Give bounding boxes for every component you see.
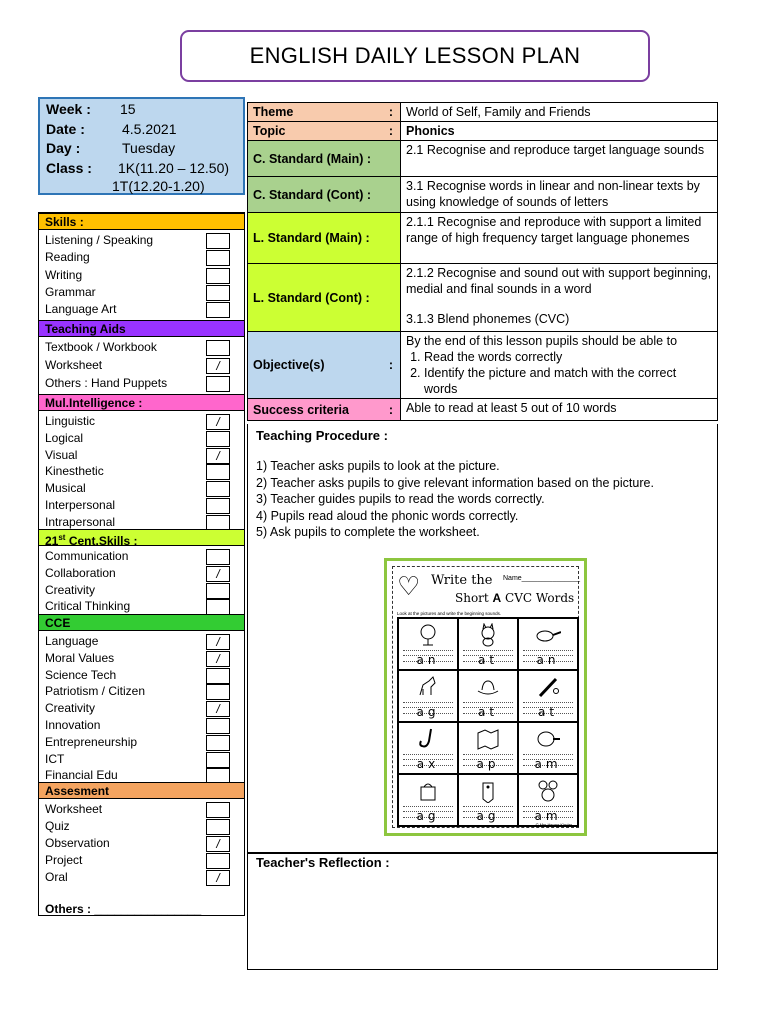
cat-icon (475, 623, 501, 647)
worksheet-word: ag (416, 705, 440, 719)
class-value-2: 1T(12.20-1.20) (112, 178, 205, 194)
worksheet-word: ag (416, 809, 440, 823)
checklist-checkbox[interactable]: / (206, 448, 230, 464)
checklist-item-label: Moral Values (45, 650, 115, 665)
worksheet-border (392, 566, 579, 828)
success-row (248, 399, 718, 421)
checklist-item-label: Communication (45, 549, 129, 563)
cs-cont-label: C. Standard (Cont) : (248, 177, 401, 213)
teacher-reflection-title: Teacher's Reflection : (256, 855, 390, 870)
cs-main-value: 2.1 Recognise and reproduce target language sounds (401, 141, 718, 177)
bat-icon (535, 675, 561, 699)
topic-row (248, 122, 718, 141)
success-value: Able to read at least 5 out of 10 words (401, 399, 718, 421)
checklist-item-label: Interpersonal (45, 498, 116, 512)
week-label: Week : (46, 101, 91, 117)
checklist-checkbox[interactable]: / (206, 414, 230, 430)
checklist-checkbox[interactable] (206, 376, 230, 392)
objective-label-cell (248, 332, 401, 399)
worksheet-word: ax (416, 757, 440, 771)
worksheet-word: at (477, 653, 499, 667)
section-header-mul-intelligence: Mul.Intelligence : (39, 394, 244, 411)
writing-line (463, 650, 513, 651)
checklist-item-label: Science Tech (45, 667, 117, 682)
day-row (46, 138, 176, 158)
checklist-item-label: Entrepreneurship (45, 734, 138, 749)
worksheet-title-1: Write the (431, 573, 493, 588)
teacher-reflection-box (247, 852, 718, 970)
worksheet-word: an (416, 653, 440, 667)
checklist-checkbox[interactable]: / (206, 634, 230, 650)
checklist-item-label: Logical (45, 430, 84, 445)
checklist-checkbox[interactable] (206, 718, 230, 734)
worksheet-cell (398, 774, 458, 826)
checklist-item-label: Intrapersonal (45, 514, 116, 529)
writing-line (403, 650, 453, 651)
class-value-1: 1K(11.20 – 12.50) (118, 160, 230, 176)
worksheet-word: at (537, 705, 559, 719)
checklist-item-label: Textbook / Workbook (45, 340, 157, 354)
checklist-checkbox[interactable] (206, 668, 230, 684)
cs-main-label: C. Standard (Main) : (248, 141, 401, 177)
worksheet-cell (458, 774, 518, 826)
checklist-item-label: Creativity (45, 701, 96, 716)
checklist-checkbox[interactable] (206, 268, 230, 284)
checklist-item-label: Patriotism / Citizen (45, 684, 146, 699)
checklist-item-label: Language (45, 634, 99, 648)
worksheet-cell (398, 670, 458, 722)
teaching-procedure-steps (256, 458, 654, 541)
writing-line (463, 754, 513, 755)
checklist-item-label: Worksheet (45, 358, 103, 372)
checklist-item-label: Writing (45, 267, 83, 282)
date-label: Date : (46, 121, 85, 137)
ls-main-label: L. Standard (Main) : (248, 213, 401, 264)
lesson-details-table (247, 102, 718, 421)
theme-label-cell (248, 103, 401, 122)
heart-icon: ♡ (397, 571, 421, 601)
section-header-cce: CCE (39, 614, 244, 631)
worksheet-cell (518, 670, 578, 722)
ram-icon (535, 779, 561, 803)
colon: : (388, 358, 393, 372)
checklist-checkbox[interactable] (206, 819, 230, 835)
worksheet-cell (518, 774, 578, 826)
hat-icon (475, 675, 501, 699)
checklist-item-label: Language Art (45, 302, 117, 317)
checklist-item-label: Grammar (45, 284, 96, 299)
section-header-skills: Skills : (39, 213, 244, 230)
objective-row (248, 332, 718, 399)
checklist-checkbox[interactable] (206, 752, 230, 768)
colon: : (388, 124, 393, 138)
objective-item: 1. Read the words correctly (424, 349, 712, 365)
procedure-step: 5) Ask pupils to complete the worksheet. (256, 525, 480, 539)
worksheet-cell (458, 722, 518, 774)
checklist-checkbox[interactable] (206, 431, 230, 447)
others-blank-line[interactable]: ________________ (94, 902, 202, 916)
worksheet-word: an (536, 653, 560, 667)
ls-cont-value (401, 264, 718, 332)
success-label-cell (248, 399, 401, 421)
fan-icon (415, 623, 441, 647)
worksheet-word: am (534, 809, 562, 823)
procedure-step: 3) Teacher guides pupils to read the words correctly. (256, 492, 545, 506)
writing-line (523, 650, 573, 651)
worksheet-word: am (534, 757, 562, 771)
worksheet-footer: © Mrs Heung Kinder (535, 822, 572, 827)
checklist-item-label: ICT (45, 751, 65, 766)
checklist-checkbox[interactable]: / (206, 870, 230, 886)
checklist-item-label: Observation (45, 836, 110, 850)
ls-main-value: 2.1.1 Recognise and reproduce with support a limited range of high frequency target language phonemes (401, 213, 718, 264)
worksheet-title-2 (455, 591, 574, 605)
cs-main-row (248, 141, 718, 177)
date-row (46, 119, 177, 139)
worksheet-word: ag (476, 809, 500, 823)
writing-line (523, 702, 573, 703)
teaching-procedure-title: Teaching Procedure : (256, 428, 388, 443)
day-value: Tuesday (122, 140, 176, 156)
checklist-checkbox[interactable]: / (206, 358, 230, 374)
worksheet-cell (518, 722, 578, 774)
checklist-item-label: Worksheet (45, 802, 103, 816)
bag-icon (415, 779, 441, 803)
week-value: 15 (120, 101, 136, 117)
objective-list (406, 349, 712, 397)
worksheet-cell (398, 618, 458, 670)
objective-item: 2. Identify the picture and match with the correct words (424, 365, 712, 397)
checklist-item-label: Innovation (45, 718, 101, 732)
procedure-step: 2) Teacher asks pupils to give relevant information based on the picture. (256, 475, 654, 490)
ls-cont-value-2: 3.1.3 Blend phonemes (CVC) (406, 312, 570, 326)
date-value: 4.5.2021 (122, 121, 177, 137)
checklist-checkbox[interactable] (206, 302, 230, 318)
checklist-checkbox[interactable] (206, 802, 230, 818)
procedure-step: 1) Teacher asks pupils to look at the picture. (256, 459, 500, 473)
worksheet-title-2-letter: A (492, 591, 502, 605)
checklist-checkbox[interactable] (206, 549, 230, 565)
checklist-item-label: Project (45, 853, 83, 867)
writing-line (523, 754, 573, 755)
checklist-item-label: Financial Edu (45, 768, 118, 783)
checklist-panel (38, 212, 245, 916)
theme-row (248, 103, 718, 122)
topic-label-cell (248, 122, 401, 141)
checklist-item-label: Kinesthetic (45, 464, 104, 479)
writing-line (403, 754, 453, 755)
cs-cont-row (248, 177, 718, 213)
ham-icon (535, 727, 561, 751)
worksheet-word: ap (476, 757, 500, 771)
theme-value: World of Self, Family and Friends (401, 103, 718, 122)
writing-line (463, 702, 513, 703)
checklist-checkbox[interactable] (206, 599, 230, 615)
section-header-teaching-aids: Teaching Aids (39, 320, 244, 337)
checklist-item-label: Oral (45, 870, 68, 884)
worksheet-title-2-post: CVC Words (501, 591, 575, 605)
worksheet-header (393, 567, 580, 611)
checklist-checkbox[interactable] (206, 853, 230, 869)
pan-icon (535, 623, 561, 647)
nag-icon (415, 675, 441, 699)
checklist-checkbox[interactable]: / (206, 836, 230, 852)
success-label: Success criteria (253, 402, 349, 417)
procedure-step: 4) Pupils read aloud the phonic words correctly. (256, 508, 519, 523)
writing-line (523, 806, 573, 807)
checklist-item-label: Linguistic (45, 414, 96, 428)
tag-icon (475, 779, 501, 803)
worksheet-word: at (477, 705, 499, 719)
section-header-assessment: Assesment (39, 782, 244, 799)
lesson-info-box (38, 97, 245, 195)
worksheet-grid (397, 617, 579, 827)
checklist-item-label: Collaboration (45, 565, 116, 580)
class-label: Class : (46, 160, 92, 176)
section-header-cent-skills: 21st Cent.Skills : (39, 529, 244, 546)
ls-cont-value-1: 2.1.2 Recognise and sound out with support beginning, medial and final sounds in a word (406, 266, 712, 296)
checklist-checkbox[interactable]: / (206, 651, 230, 667)
worksheet-cell (458, 618, 518, 670)
checklist-checkbox[interactable] (206, 233, 230, 249)
week-row (46, 99, 136, 119)
colon: : (388, 402, 393, 417)
ls-cont-label: L. Standard (Cont) : (248, 264, 401, 332)
checklist-checkbox[interactable] (206, 285, 230, 301)
checklist-checkbox[interactable] (206, 481, 230, 497)
class-row (46, 158, 230, 178)
cs-cont-value: 3.1 Recognise words in linear and non-linear texts by using knowledge of sounds of letters (401, 177, 718, 213)
checklist-checkbox[interactable] (206, 464, 230, 480)
checklist-item-label: Critical Thinking (45, 599, 131, 614)
checklist-checkbox[interactable]: / (206, 566, 230, 582)
writing-line (463, 806, 513, 807)
worksheet-cell (518, 618, 578, 670)
colon: : (388, 105, 393, 119)
objective-value (401, 332, 718, 399)
checklist-checkbox[interactable] (206, 340, 230, 356)
checklist-item-label: Listening / Speaking (45, 233, 154, 247)
topic-label: Topic (253, 124, 286, 138)
checklist-checkbox[interactable] (206, 250, 230, 266)
worksheet-instructions: Look at the pictures and write the beginning sounds. (397, 611, 502, 616)
checklist-checkbox[interactable] (206, 735, 230, 751)
ls-cont-row (248, 264, 718, 332)
worksheet-cell (458, 670, 518, 722)
ls-main-row (248, 213, 718, 264)
day-label: Day : (46, 140, 81, 156)
checklist-item-label: Others : Hand Puppets (45, 376, 168, 390)
topic-value: Phonics (401, 122, 718, 141)
checklist-item-label: Musical (45, 481, 86, 496)
writing-line (403, 702, 453, 703)
checklist-checkbox[interactable] (206, 498, 230, 514)
writing-line (403, 806, 453, 807)
worksheet-image (384, 558, 587, 836)
checklist-checkbox[interactable] (206, 684, 230, 700)
checklist-item-label: Quiz (45, 819, 70, 833)
checklist-item-label: Reading (45, 250, 90, 265)
sax-icon (415, 727, 441, 751)
page-title: ENGLISH DAILY LESSON PLAN (180, 30, 650, 82)
theme-label: Theme (253, 105, 294, 119)
map-icon (475, 727, 501, 751)
worksheet-name-field: Name_______________ (503, 575, 581, 582)
checklist-item-label: Creativity (45, 582, 96, 597)
others-field: Others : ________________ (45, 902, 202, 916)
checklist-checkbox[interactable] (206, 583, 230, 599)
objective-intro: By the end of this lesson pupils should be able to (406, 334, 678, 348)
checklist-checkbox[interactable]: / (206, 701, 230, 717)
worksheet-title-2-pre: Short (455, 591, 493, 605)
worksheet-cell (398, 722, 458, 774)
objective-label: Objective(s) (253, 358, 325, 372)
checklist-item-label: Visual (45, 447, 78, 462)
